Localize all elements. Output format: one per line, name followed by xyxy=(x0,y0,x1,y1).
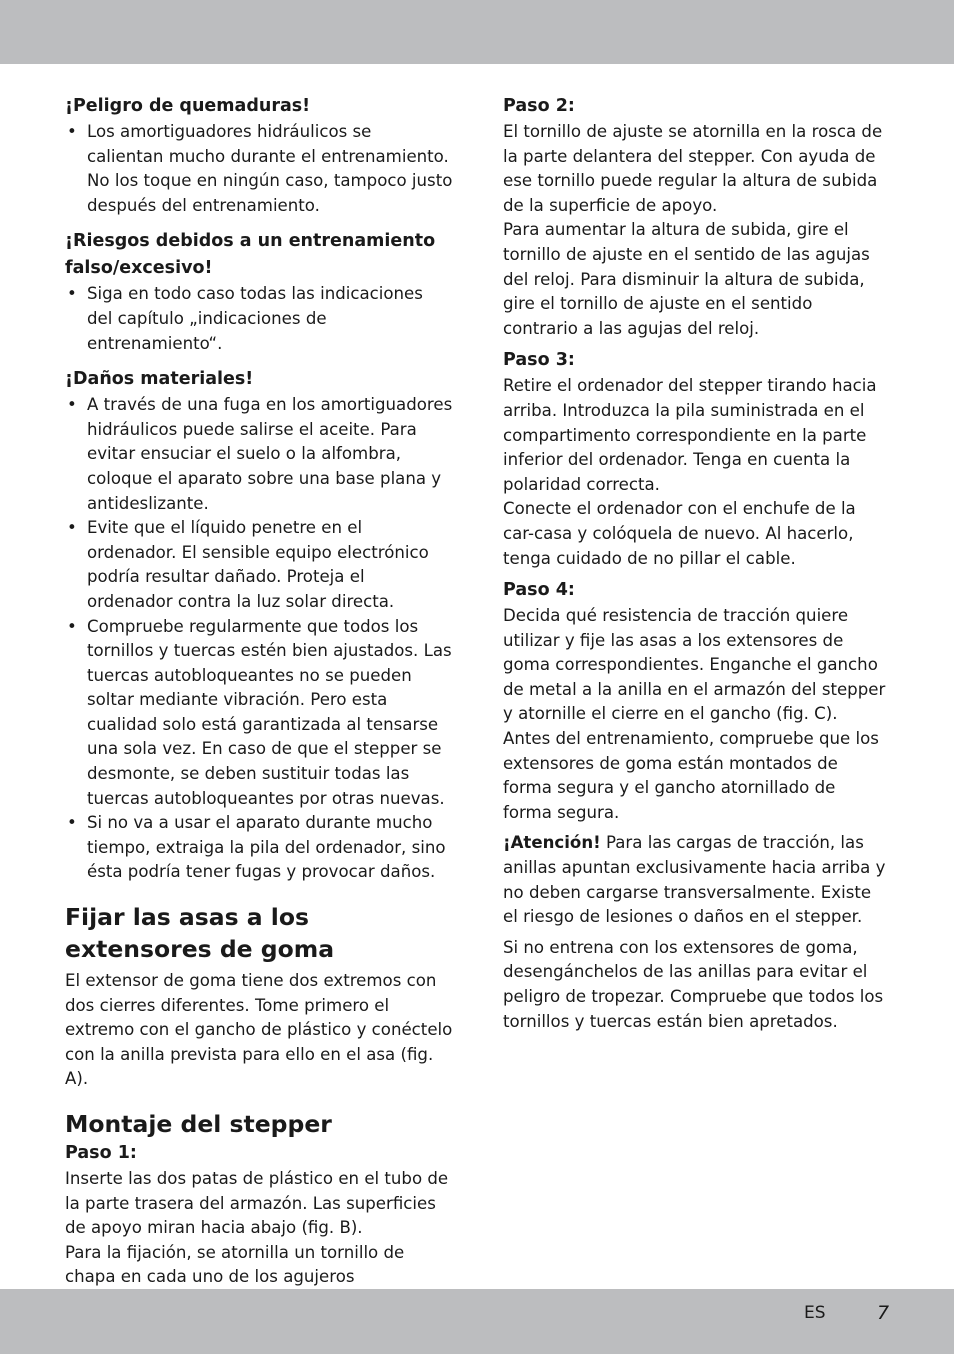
burn-warning-heading: ¡Peligro de quemaduras! xyxy=(65,96,311,116)
list-item: • Compruebe regularmente que todos los tornillos y tuercas estén bien ajustados. Las tuercas autobloqueantes no se pueden soltar mediante vibración. Pero esta cualidad solo está garantizada al tensarse una sola vez. En caso de que el stepper se desmonte, se deben sustituir todas las tuercas autobloqueantes por otras nuevas. xyxy=(65,615,453,812)
risk-warning-heading: ¡Riesgos debidos a un entrenamiento falso/excesivo! xyxy=(65,231,436,279)
left-column xyxy=(65,93,453,1339)
list-item: • Evite que el líquido penetre en el ordenador. El sensible equipo electrónico podría resultar dañado. Proteja el ordenador contra la luz solar directa. xyxy=(65,516,453,614)
right-column xyxy=(503,93,889,1034)
list-item: • Siga en todo caso todas las indicaciones del capítulo „indicaciones de entrenamiento“. xyxy=(65,282,453,356)
assembly-section-title: Montaje del stepper xyxy=(65,1110,332,1138)
header-band xyxy=(0,0,954,64)
list-item: • A través de una fuga en los amortiguadores hidráulicos puede salirse el aceite. Para evitar ensuciar el suelo o la alfombra, coloque el aparato sobre una base plana y antideslizante. xyxy=(65,393,453,516)
language-code: ES xyxy=(804,1303,826,1323)
list-item: • Si no va a usar el aparato durante mucho tiempo, extraiga la pila del ordenador, sino ésta podría tener fugas y provocar daños. xyxy=(65,811,453,885)
final-paragraph: Si no entrena con los extensores de goma, desengánchelos de las anillas para evitar el peligro de tropezar. Compruebe que todos los tornillos y tuercas están bien apretados. xyxy=(503,937,884,1031)
page-number: 7 xyxy=(877,1302,890,1324)
step2-text-2: Para aumentar la altura de subida, gire el tornillo de ajuste en el sentido de las agujas del reloj. Para disminuir la altura de subida, gire el tornillo de ajuste en el sentido contrario a las agujas del reloj. xyxy=(503,220,870,338)
attention-paragraph xyxy=(503,831,889,929)
burn-warning-list xyxy=(65,120,453,218)
step4-text-2: Antes del entrenamiento, compruebe que los extensores de goma están montados de forma segura y el gancho atornillado de forma segura. xyxy=(503,729,879,822)
attention-text: Para las cargas de tracción, las anillas apuntan exclusivamente hacia arriba y no deben cargarse transversalmente. Existe el riesgo de lesiones o daños en el stepper. xyxy=(503,833,886,927)
attention-label: ¡Atención! xyxy=(503,833,601,853)
step4-text: Decida qué resistencia de tracción quiere utilizar y fije las asas a los extensores de goma correspondientes. Enganche el gancho de metal a la anilla en el armazón del stepper y atornille el cierre en el gancho (fig. C). xyxy=(503,606,886,724)
step1-text-2: Para la fijación, se atornilla un tornillo de chapa en cada uno de los agujeros xyxy=(65,1242,405,1287)
step1-heading: Paso 1: xyxy=(65,1143,137,1163)
step2-text: El tornillo de ajuste se atornilla en la rosca de la parte delantera del stepper. Con ayuda de ese tornillo puede regular la altura de subida de la superficie de apoyo. xyxy=(503,122,883,215)
step4-heading: Paso 4: xyxy=(503,580,575,601)
risk-warning-list xyxy=(65,282,453,356)
damage-warning-heading: ¡Daños materiales! xyxy=(65,369,254,390)
damage-warning-list xyxy=(65,393,453,885)
step1-text: Inserte las dos patas de plástico en el tubo de la parte trasera del armazón. Las superficies de apoyo miran hacia abajo (fig. B). xyxy=(65,1169,449,1238)
step3-text-2: Conecte el ordenador con el enchufe de la car-casa y colóquela de nuevo. Al hacerlo, tenga cuidado de no pillar el cable. xyxy=(503,499,856,568)
list-item: • Los amortiguadores hidráulicos se calientan mucho durante el entrenamiento. No los toque en ningún caso, tampoco justo después del entrenamiento. xyxy=(65,120,453,218)
step3-text: Retire el ordenador del stepper tirando hacia arriba. Introduzca la pila suministrada en el compartimento correspondiente en la parte inferior del ordenador. Tenga en cuenta la polaridad correcta. xyxy=(503,376,877,494)
handles-section-title: Fijar las asas a los extensores de goma xyxy=(65,903,335,964)
step3-heading: Paso 3: xyxy=(503,350,575,371)
handles-section-text: El extensor de goma tiene dos extremos con dos cierres diferentes. Tome primero el extremo con el gancho de plástico y conéctelo con la anilla prevista para ello en el asa (fig. A). xyxy=(65,971,453,1089)
step2-heading: Paso 2: xyxy=(503,96,575,116)
